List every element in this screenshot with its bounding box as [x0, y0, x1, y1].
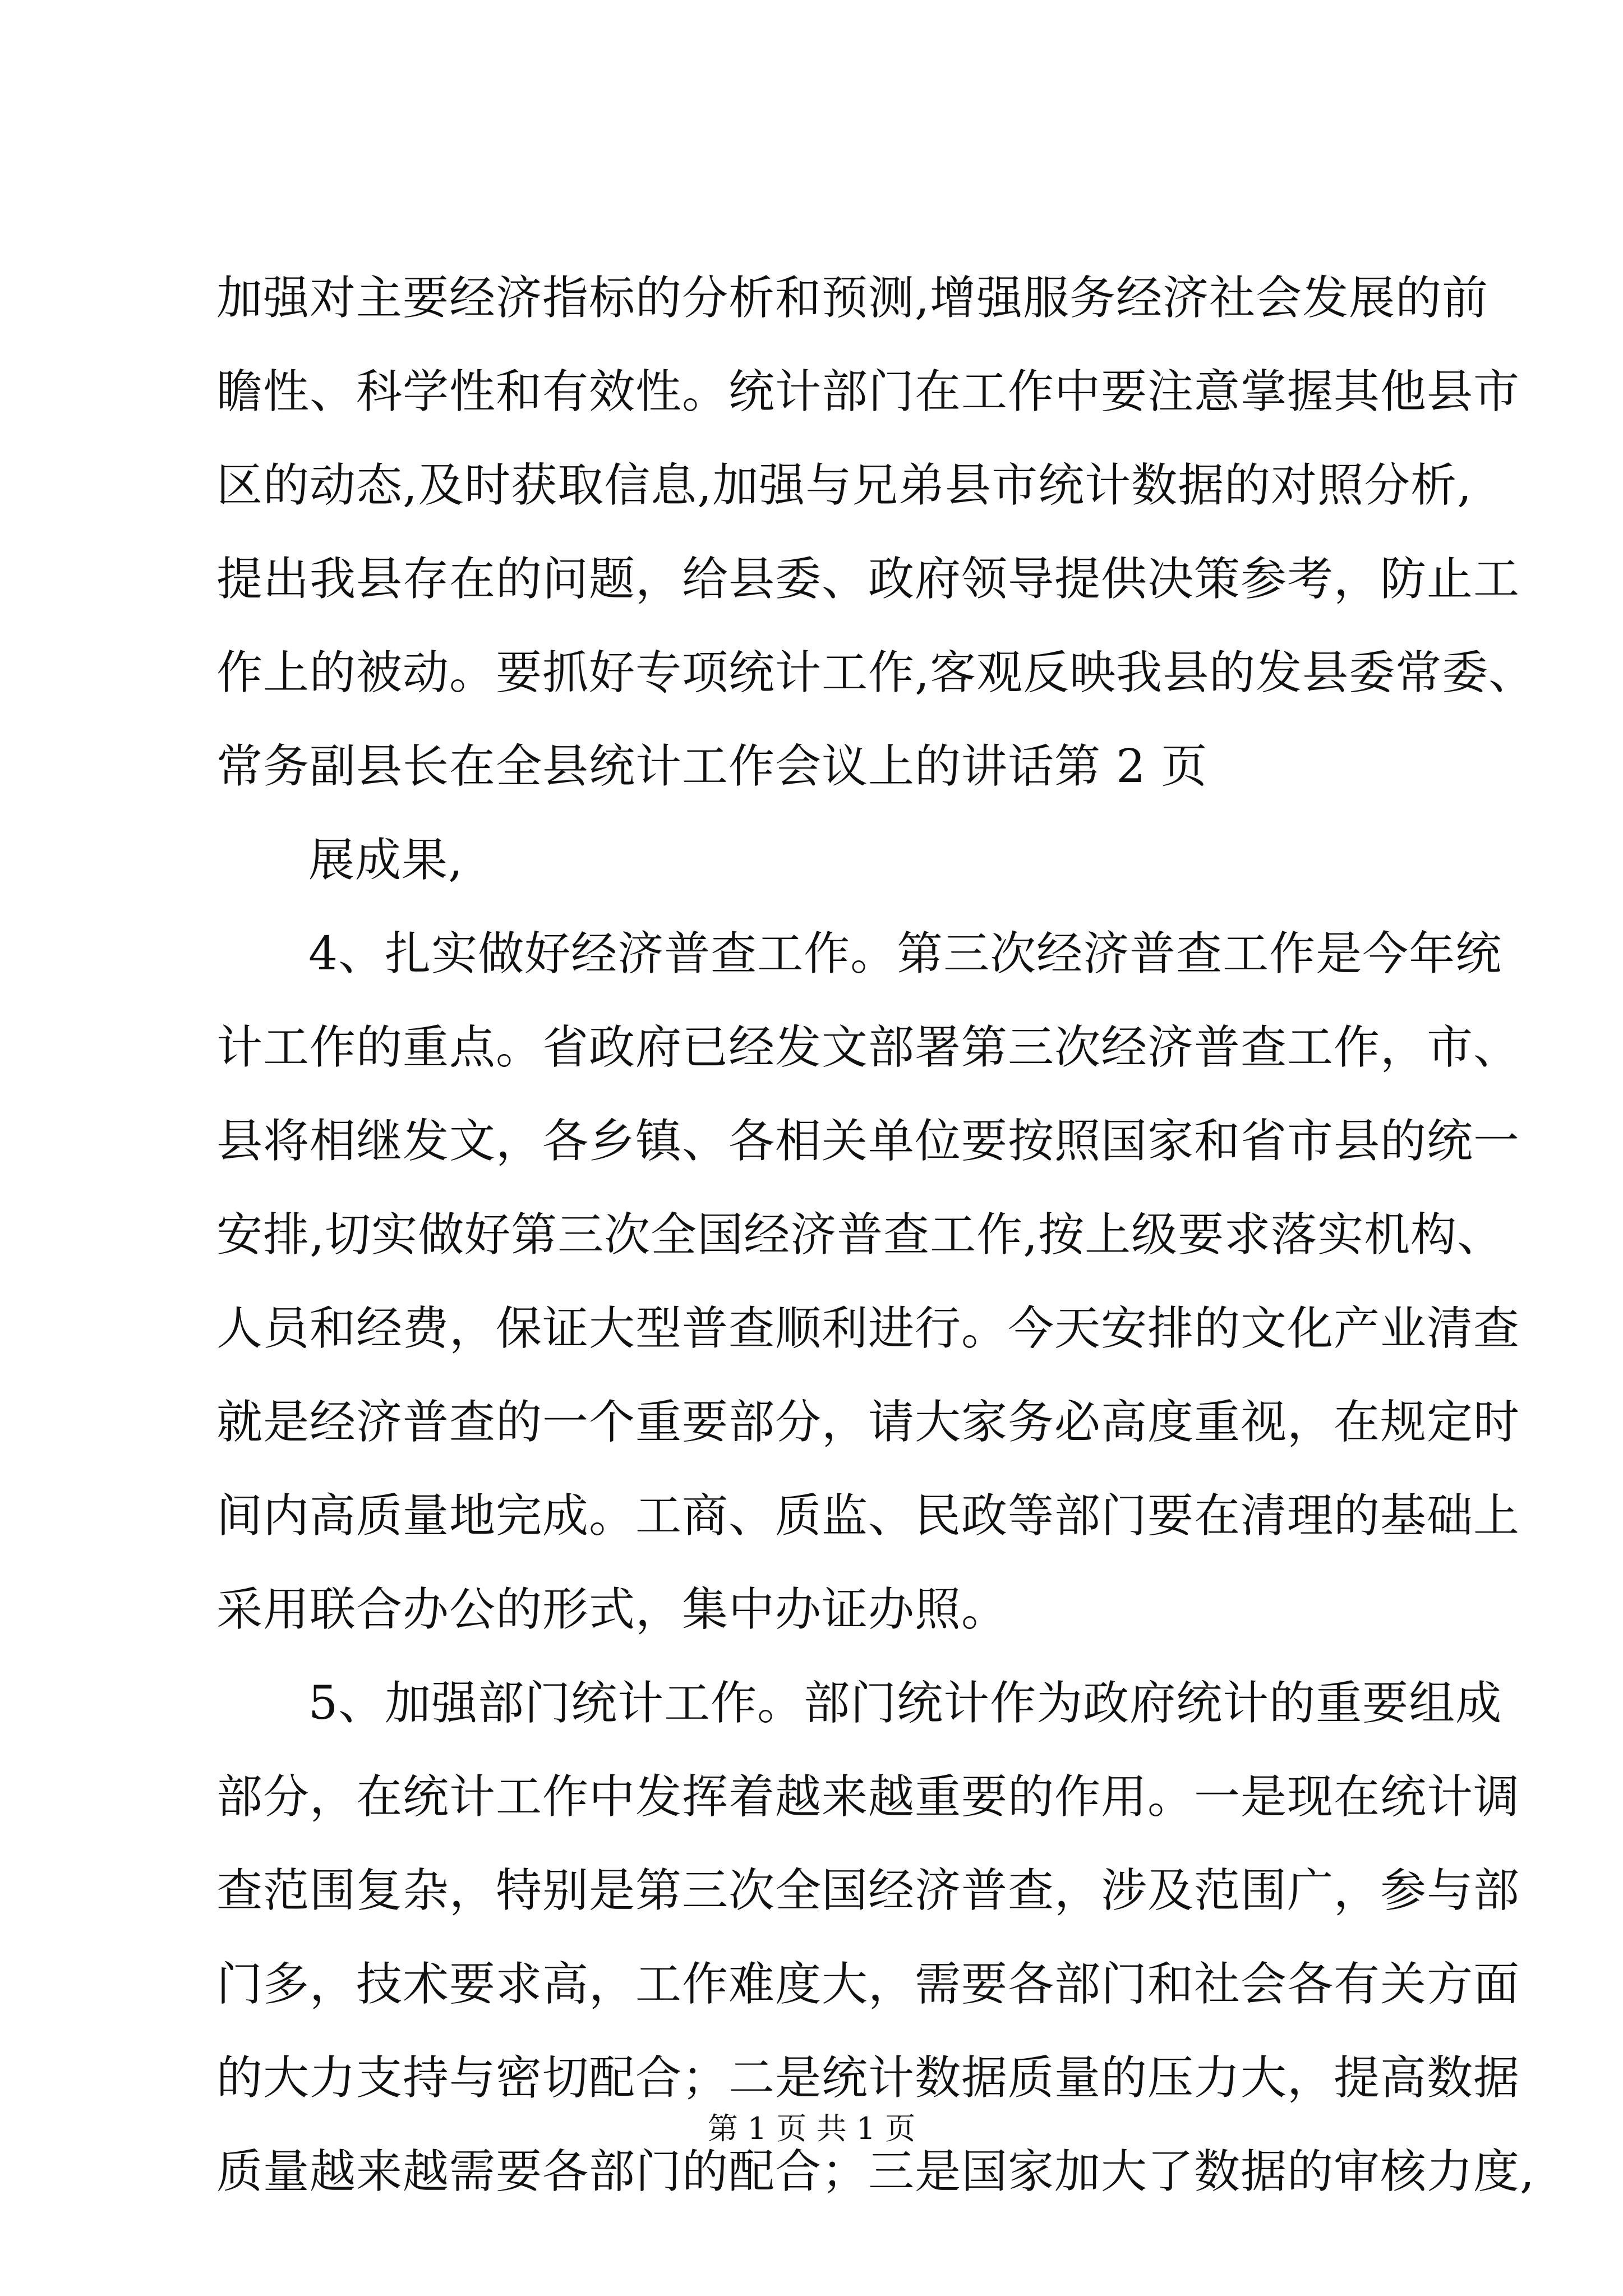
- text-line: 作上的被动。要抓好专项统计工作,客观反映我县的发县委常委、: [216, 646, 1536, 700]
- text-line: 门多，技术要求高，工作难度大，需要各部门和社会各有关方面: [216, 1958, 1520, 2011]
- document-body: [216, 251, 1536, 2219]
- text-line: 安排,切实做好第三次全国经济普查工作,按上级要求落实机构、: [216, 1208, 1504, 1262]
- text-line: 瞻性、科学性和有效性。统计部门在工作中要注意掌握其他县市: [216, 365, 1520, 418]
- text-line: 采用联合办公的形式，集中办证办照。: [216, 1583, 1008, 1636]
- text-line: 5、加强部门统计工作。部门统计作为政府统计的重要组成: [308, 1677, 1502, 1730]
- text-line: 间内高质量地完成。工商、质监、民政等部门要在清理的基础上: [216, 1489, 1520, 1543]
- text-line: 查范围复杂，特别是第三次全国经济普查，涉及范围广，参与部: [216, 1864, 1520, 1917]
- text-line: 提出我县存在的问题，给县委、政府领导提供决策参考，防止工: [216, 553, 1520, 606]
- text-line: 质量越来越需要各部门的配合；三是国家加大了数据的审核力度,: [216, 2145, 1536, 2198]
- text-line: 部分，在统计工作中发挥着越来越重要的作用。一是现在统计调: [216, 1770, 1520, 1824]
- text-line: 人员和经费，保证大型普查顺利进行。今天安排的文化产业清查: [216, 1302, 1520, 1355]
- text-line: 加强对主要经济指标的分析和预测,增强服务经济社会发展的前: [216, 272, 1489, 325]
- text-line: 4、扎实做好经济普查工作。第三次经济普查工作是今年统: [308, 927, 1502, 981]
- text-line: 县将相继发文，各乡镇、各相关单位要按照国家和省市县的统一: [216, 1115, 1520, 1168]
- text-line: 的大力支持与密切配合；二是统计数据质量的压力大，提高数据: [216, 2051, 1520, 2105]
- text-line: 计工作的重点。省政府已经发文部署第三次经济普查工作，市、: [216, 1021, 1520, 1074]
- text-line: 展成果,: [308, 834, 464, 887]
- text-line: 区的动态,及时获取信息,加强与兄弟县市统计数据的对照分析,: [216, 459, 1473, 512]
- page-footer: 第 1 页 共 1 页: [707, 2111, 916, 2146]
- text-line: 就是经济普查的一个重要部分，请大家务必高度重视，在规定时: [216, 1396, 1520, 1449]
- text-line: 常务副县长在全县统计工作会议上的讲话第 2 页: [216, 740, 1208, 793]
